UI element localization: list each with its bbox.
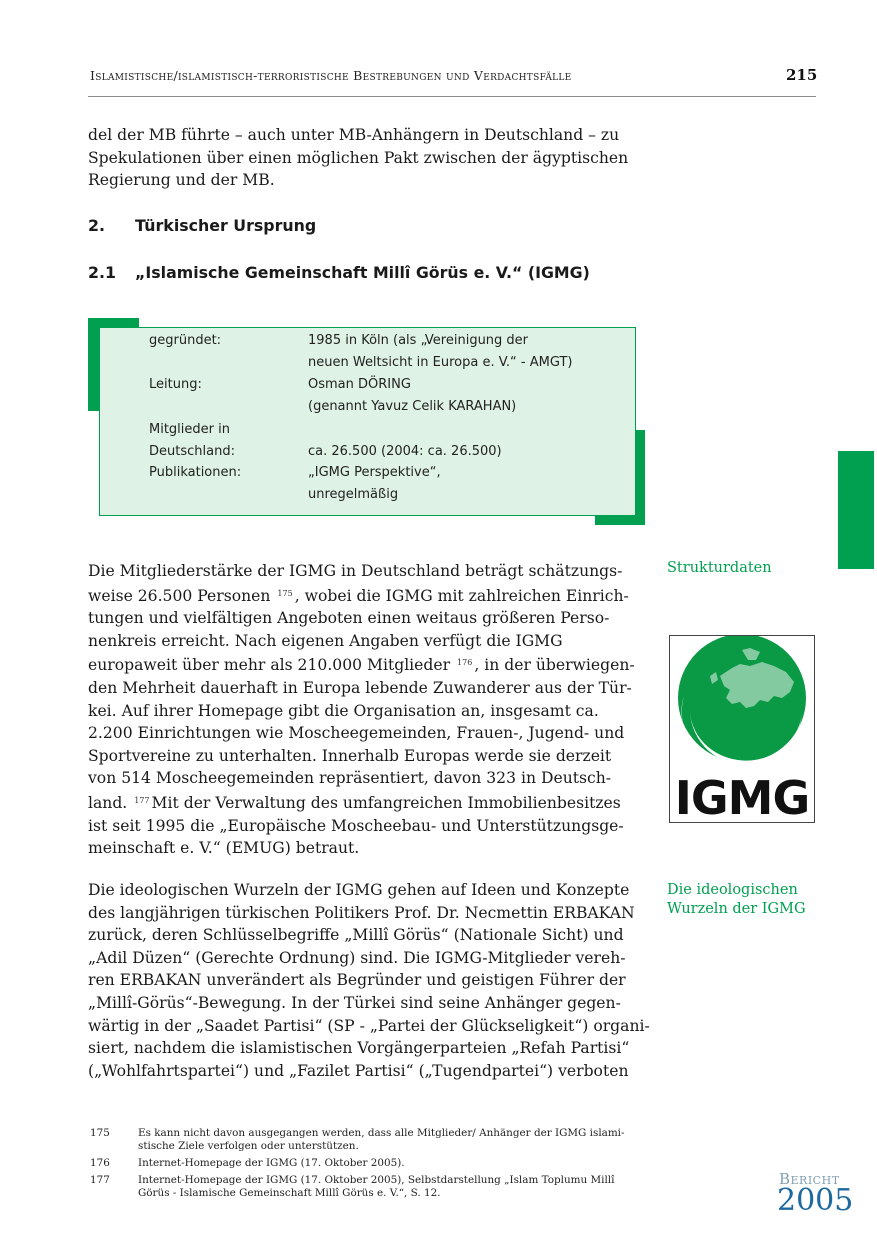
info-label-publications: Publikationen: [149,465,242,480]
info-value-leadership-2: (genannt Yavuz Celik KARAHAN) [308,399,517,414]
text-line: „Adil Düzen“ (Gerechte Ordnung) sind. Die IGMG-Mitglieder vereh- [88,948,626,967]
text-line: „Millî-Görüs“-Bewegung. In der Türkei sind seine Anhänger gegen- [88,993,621,1012]
text-line: del der MB führte – auch unter MB-Anhängern in Deutschland – zu [88,126,620,144]
text-line: kei. Auf ihrer Homepage gibt die Organisation an, insgesamt ca. [88,701,599,720]
footnote-text: Es kann nicht davon ausgegangen werden, dass alle Mitglieder/ Anhänger der IGMG islami- [138,1127,625,1139]
text-segment: weise 26.500 Personen [88,586,271,605]
footnote-175 [90,1127,650,1153]
text-line: nenkreis erreicht. Nach eigenen Angaben verfügt die IGMG [88,631,563,650]
text-segment: , in der überwiegen- [474,656,635,675]
paragraph-ideological-roots [88,879,650,1082]
footnote-text: stische Ziele verfolgen oder unterstützen. [138,1140,359,1152]
footnote-number: 175 [90,1127,110,1139]
margin-note-roots-line2: Wurzeln der IGMG [667,901,806,917]
info-value-publications-1: „IGMG Perspektive“, [308,465,441,480]
info-label-members-1: Mitglieder in [149,422,230,437]
footnote-176 [90,1157,650,1170]
margin-note-strukturdaten: Strukturdaten [667,560,772,576]
report-brand-word: Bericht [779,1170,840,1188]
header-divider [88,96,816,97]
footnote-number: 177 [90,1174,110,1186]
text-line: des langjährigen türkischen Politikers Prof. Dr. Necmettin ERBAKAN [88,903,635,922]
intro-paragraph [88,124,646,192]
running-header: Islamistische/islamistisch-terroristische Bestrebungen und Verdachtsfälle [90,68,572,83]
text-line: („Wohlfahrtspartei“) und „Fazilet Partisi“ („Tugendpartei“) verboten [88,1061,629,1080]
igmg-logo-graphic [670,636,814,822]
info-value-founded-1: 1985 in Köln (als „Vereinigung der [308,333,529,348]
text-line: wärtig in der „Saadet Partisi“ (SP - „Partei der Glückseligkeit“) organi- [88,1016,650,1035]
info-value-members: ca. 26.500 (2004: ca. 26.500) [308,444,502,459]
info-label-founded: gegründet: [149,333,222,348]
section-number: 2. [88,216,105,235]
text-line: zurück, deren Schlüsselbegriffe „Millî Görüs“ (Nationale Sicht) und [88,926,624,945]
text-line: 2.200 Einrichtungen wie Moscheegemeinden, Frauen-, Jugend- und [88,724,625,743]
paragraph-membership [88,560,646,860]
footnotes [90,1127,650,1204]
subsection-number: 2.1 [88,263,116,282]
text-line: tungen und vielfältigen Angeboten einen weitaus größeren Perso- [88,609,610,628]
page-number: 215 [786,66,818,84]
info-label-members-2: Deutschland: [149,444,235,459]
text-segment: , wobei die IGMG mit zahlreichen Einrich- [294,586,629,605]
text-line: Regierung und der MB. [88,171,275,190]
logo-text: IGMG [674,771,810,822]
footnote-ref-175[interactable]: 175 [277,588,293,598]
text-line [88,652,646,677]
text-line: meinschaft e. V.“ (EMUG) betraut. [88,839,360,858]
chapter-tab-marker [838,451,874,569]
text-line [88,583,646,608]
text-line: siert, nachdem die islamistischen Vorgängerparteien „Refah Partisi“ [88,1039,630,1058]
text-segment: land. [88,793,128,812]
footnote-177 [90,1174,650,1200]
text-line: ist seit 1995 die „Europäische Moscheebau- und Unterstützungsge- [88,816,624,835]
text-segment: Mit der Verwaltung des umfangreichen Immobilienbesitzes [151,793,621,812]
subsection-heading [88,263,590,282]
footnote-number: 176 [90,1157,110,1169]
info-label-leadership: Leitung: [149,377,202,392]
text-line [88,790,646,815]
info-value-leadership-1: Osman DÖRING [308,377,411,392]
subsection-title: „Islamische Gemeinschaft Millî Görüs e. V.“ (IGMG) [135,263,590,282]
footnote-text: Internet-Homepage der IGMG (17. Oktober 2005). [138,1157,405,1169]
text-line: Sportvereine zu unterhalten. Innerhalb Europas werde sie derzeit [88,746,612,765]
text-line: Die Mitgliederstärke der IGMG in Deutschland beträgt schätzungs- [88,562,623,580]
margin-note-roots-line1: Die ideologischen [667,882,798,898]
text-line: von 514 Moscheegemeinden repräsentiert, davon 323 in Deutsch- [88,769,612,788]
text-line: den Mehrheit dauerhaft in Europa lebende Zuwanderer aus der Tür- [88,678,632,697]
text-line: Die ideologischen Wurzeln der IGMG gehen auf Ideen und Konzepte [88,881,630,899]
igmg-logo [669,635,815,823]
footnote-text: Görüs - Islamische Gemeinschaft Millî Görüs e. V.“, S. 12. [138,1187,441,1199]
info-value-publications-2: unregelmäßig [308,487,399,502]
footnote-ref-176[interactable]: 176 [457,658,473,668]
info-value-founded-2: neuen Weltsicht in Europa e. V.“ - AMGT) [308,355,573,370]
section-heading [88,216,316,235]
footnote-ref-177[interactable]: 177 [134,795,150,805]
text-segment: europaweit über mehr als 210.000 Mitglieder [88,656,451,675]
text-line: Spekulationen über einen möglichen Pakt zwischen der ägyptischen [88,148,629,167]
report-brand-year: 2005 [777,1183,854,1218]
text-line: ren ERBAKAN unverändert als Begründer und geistigen Führer der [88,971,626,990]
section-title: Türkischer Ursprung [135,216,317,235]
footnote-text: Internet-Homepage der IGMG (17. Oktober 2005), Selbstdarstellung „Islam Toplumu Millî [138,1174,615,1186]
